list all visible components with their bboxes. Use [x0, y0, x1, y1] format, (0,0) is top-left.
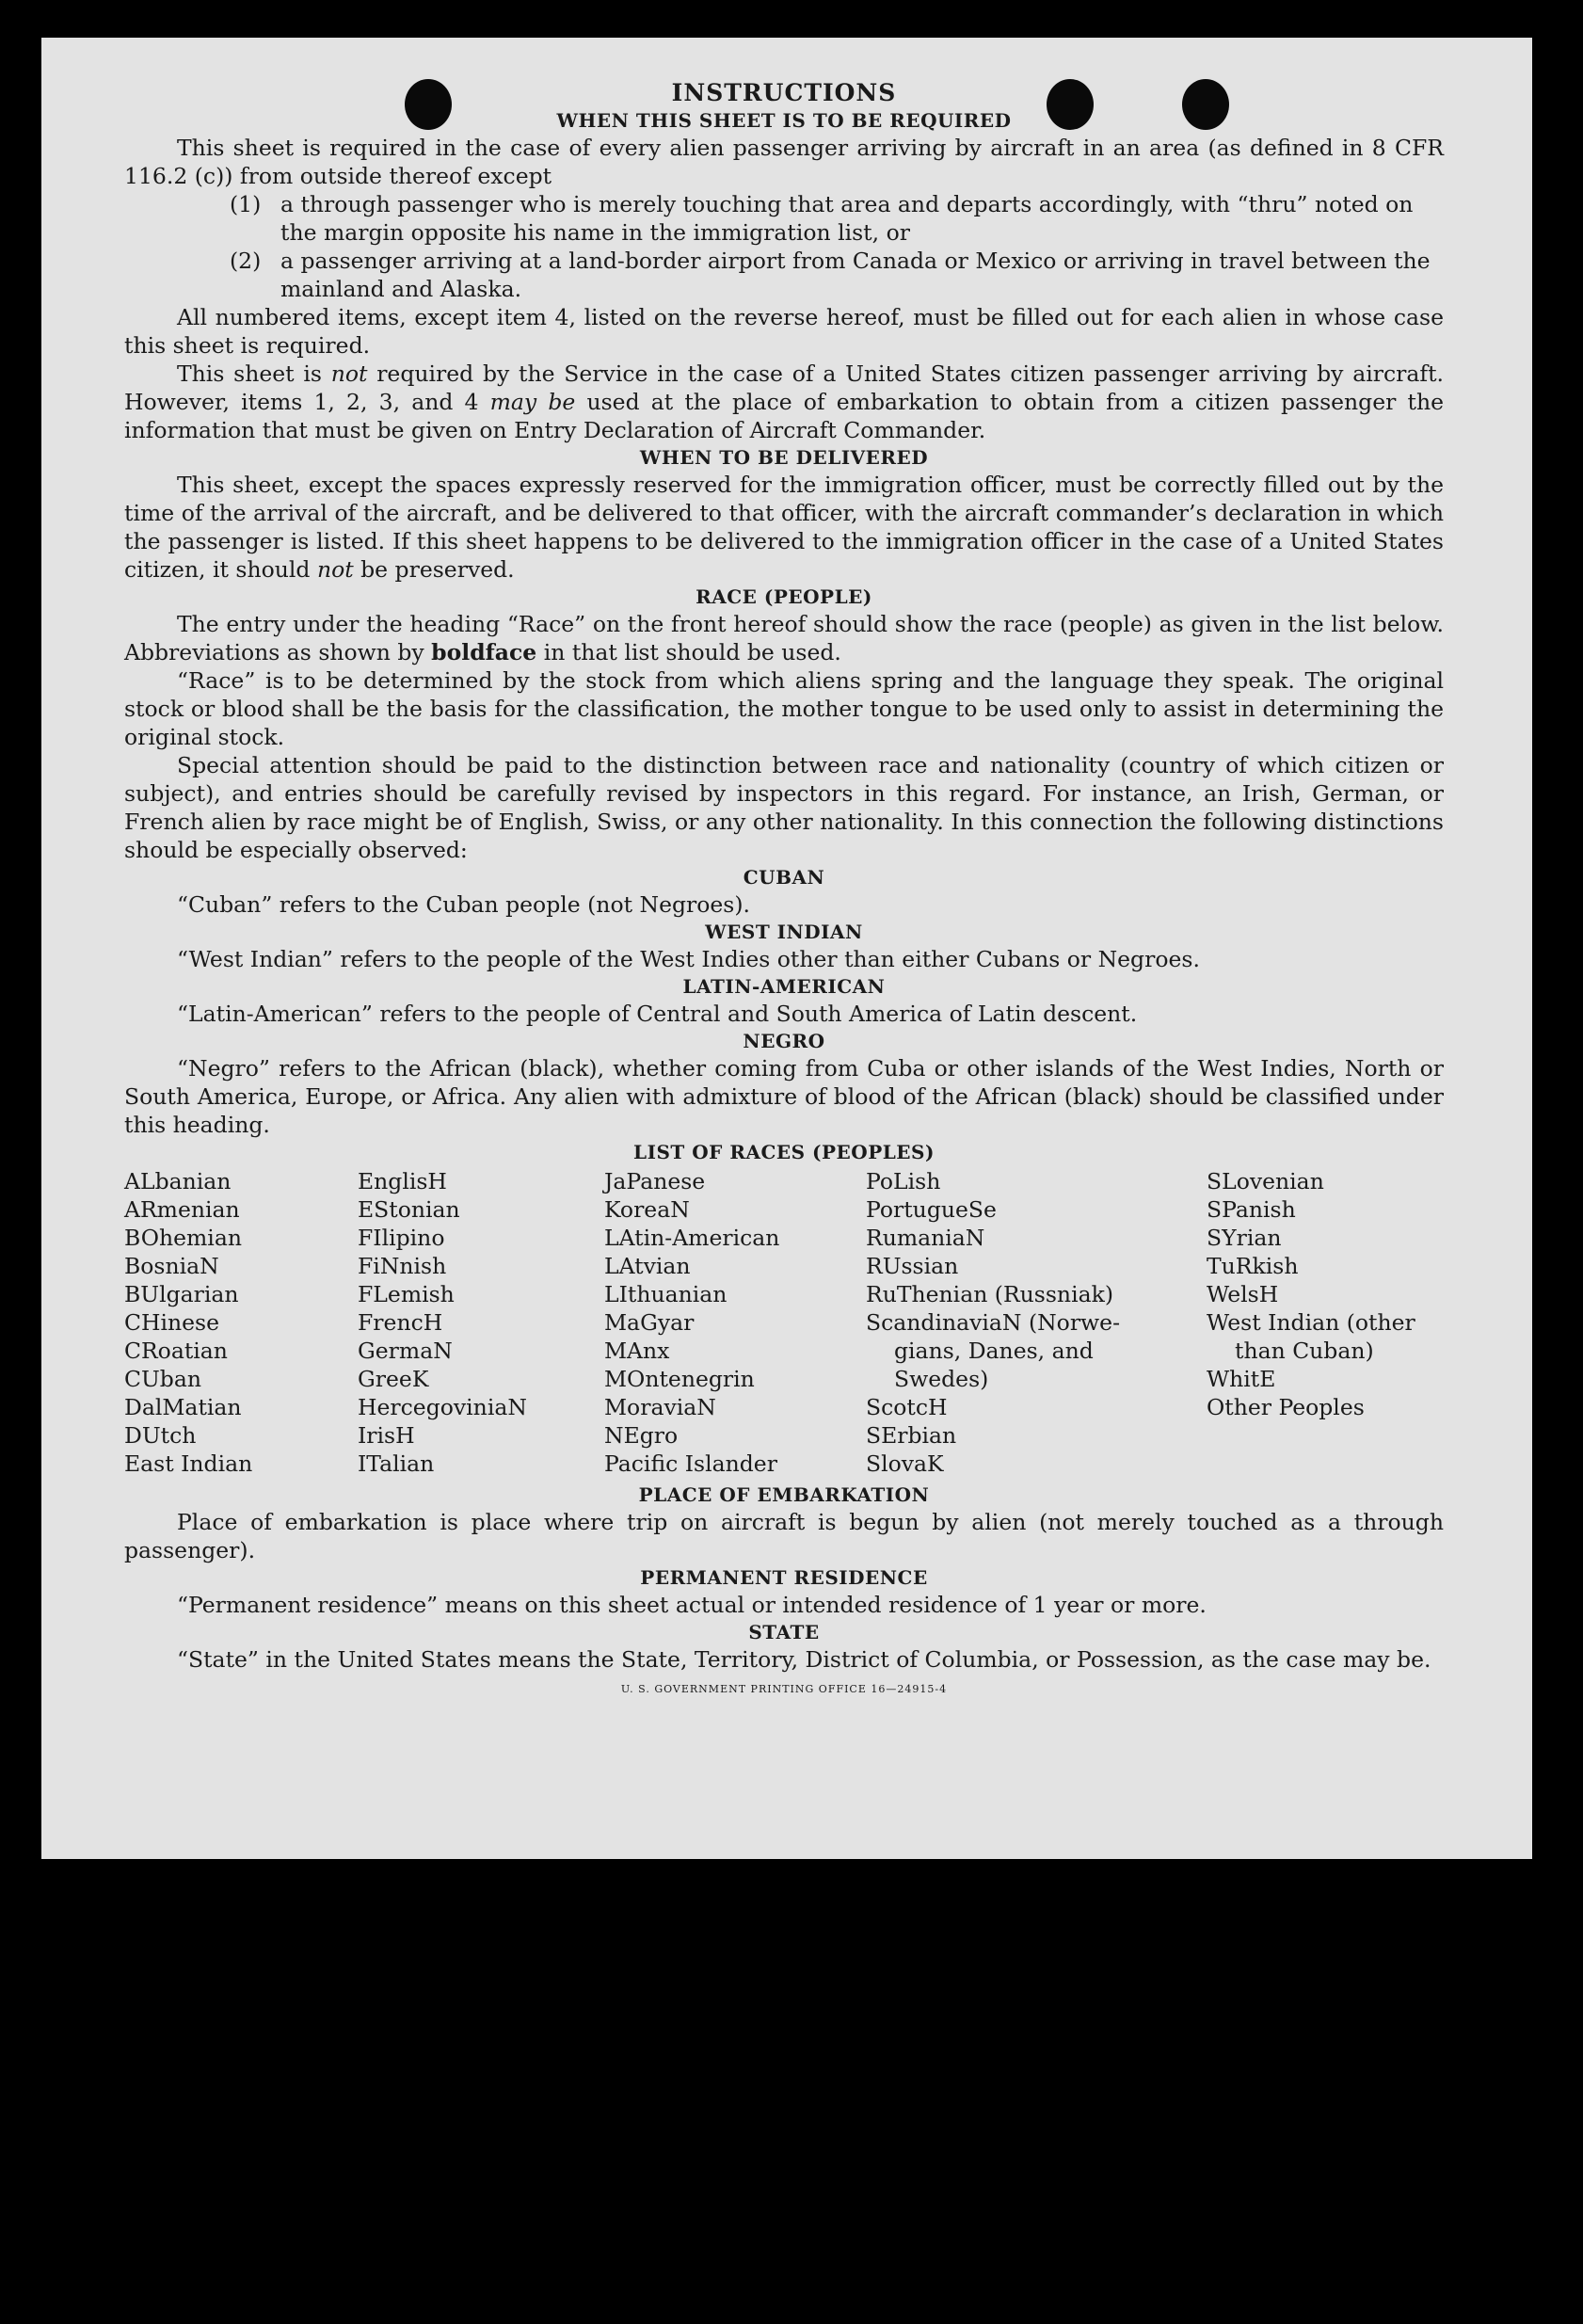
list-of-races — [124, 1167, 1444, 1478]
punch-hole — [405, 79, 452, 130]
race-entry: PortugueSe — [866, 1196, 997, 1223]
definition-negro: “Negro” refers to the African (black), whether coming from Cuba or other islands of the West Indies, North or South America, Europe, or Africa. Any alien with admixture of blood of the African (black) should be classified under this heading. — [124, 1055, 1444, 1138]
race-entry: JaPanese — [604, 1168, 706, 1194]
italic-not: not — [330, 361, 368, 387]
text-run: The entry under the heading “Race” on the front hereof should show the race (people) as given in the list below. Abbreviations as shown by — [124, 611, 1444, 665]
paragraph-required-intro: This sheet is required in the case of every alien passenger arriving by aircraft in an area (as defined in 8 CFR 116.2 (c)) from outside thereof except — [124, 135, 1444, 189]
race-column — [604, 1167, 866, 1478]
race-entry: HercegoviniaN — [358, 1394, 527, 1420]
race-entry: IrisH — [358, 1422, 415, 1449]
race-entry: CUban — [124, 1366, 201, 1392]
race-entry: CHinese — [124, 1309, 219, 1336]
heading-embarkation: PLACE OF EMBARKATION — [638, 1483, 930, 1506]
race-entry: GreeK — [358, 1366, 429, 1392]
punch-hole — [1182, 79, 1229, 130]
item-text: a passenger arriving at a land-border airport from Canada or Mexico or arriving in travel between the mainland and Alaska. — [280, 248, 1431, 302]
definition-embarkation: Place of embarkation is place where trip on aircraft is begun by alien (not merely touched as a through passenger). — [124, 1509, 1444, 1563]
race-column — [358, 1167, 604, 1478]
paragraph-numbered-items: All numbered items, except item 4, listed on the reverse hereof, must be filled out for each alien in whose case this sheet is required. — [124, 304, 1444, 359]
paragraph-race-nationality: Special attention should be paid to the distinction between race and nationality (country of which citizen or subject), and entries should be carefully revised by inspectors in this regard. For instance, an Irish, German, or French alien by race might be of English, Swiss, or any other nationality. In this connection the following distinctions should be especially observed: — [124, 752, 1444, 863]
race-column — [124, 1167, 358, 1478]
race-entry: NEgro — [604, 1422, 679, 1449]
race-entry: than Cuban) — [1235, 1338, 1374, 1364]
race-entry: DUtch — [124, 1422, 197, 1449]
paragraph-race-entry — [124, 610, 1444, 666]
heading-west-indian: WEST INDIAN — [705, 921, 863, 943]
race-entry: ALbanian — [124, 1168, 232, 1194]
race-entry: BUlgarian — [124, 1281, 239, 1307]
instruction-sheet — [41, 38, 1532, 1859]
race-entry: MAnx — [604, 1338, 670, 1364]
race-entry: gians, Danes, and — [894, 1338, 1094, 1364]
race-entry: ARmenian — [124, 1196, 240, 1223]
printer-imprint: U. S. GOVERNMENT PRINTING OFFICE 16—24915-4 — [620, 1683, 948, 1695]
race-entry: East Indian — [124, 1450, 253, 1477]
definition-cuban: “Cuban” refers to the Cuban people (not Negroes). — [177, 891, 751, 918]
text-run: in that list should be used. — [536, 639, 841, 665]
heading-latin-american: LATIN-AMERICAN — [682, 975, 886, 998]
punch-hole — [1047, 79, 1094, 130]
race-entry: FIlipino — [358, 1225, 445, 1251]
item-number: (2) — [230, 248, 262, 274]
heading-when-required: WHEN THIS SHEET IS TO BE REQUIRED — [556, 109, 1012, 132]
race-entry: EnglisH — [358, 1168, 447, 1194]
paragraph-race-stock: “Race” is to be determined by the stock from which aliens spring and the language they speak. The original stock or blood shall be the basis for the classification, the mother tongue to be used only to assist in determining the original stock. — [124, 667, 1444, 750]
race-entry: SYrian — [1207, 1225, 1282, 1251]
race-entry: RUssian — [866, 1253, 959, 1279]
race-entry: SlovaK — [866, 1450, 944, 1477]
race-entry: SErbian — [866, 1422, 957, 1449]
heading-negro: NEGRO — [743, 1030, 825, 1052]
race-entry: ITalian — [358, 1450, 435, 1477]
list-item — [230, 247, 1444, 303]
race-entry: FiNnish — [358, 1253, 447, 1279]
definition-latin-american: “Latin-American” refers to the people of Central and South America of Latin descent. — [177, 1001, 1138, 1027]
race-entry: LIthuanian — [604, 1281, 728, 1307]
definition-state: “State” in the United States means the State, Territory, District of Columbia, or Possession, as the case may be. — [177, 1646, 1431, 1673]
italic-not: not — [316, 556, 354, 583]
race-entry: LAtvian — [604, 1253, 691, 1279]
item-number: (1) — [230, 191, 262, 217]
race-column — [1207, 1167, 1442, 1478]
race-entry: EStonian — [358, 1196, 460, 1223]
race-entry: ScandinaviaN (Norwe- — [866, 1309, 1121, 1336]
bold-boldface: boldface — [431, 639, 537, 665]
heading-cuban: CUBAN — [743, 866, 825, 889]
text-run: be preserved. — [353, 556, 515, 583]
item-text: a through passenger who is merely touching that area and departs accordingly, with “thru” noted on the margin opposite his name in the immigration list, or — [280, 191, 1414, 246]
definition-west-indian: “West Indian” refers to the people of the West Indies other than either Cubans or Negroes. — [177, 946, 1200, 972]
race-entry: Swedes) — [894, 1366, 989, 1392]
race-entry: MoraviaN — [604, 1394, 716, 1420]
text-run: This sheet, except the spaces expressly reserved for the immigration officer, must be correctly filled out by the time of the arrival of the aircraft, and be delivered to that officer, with the aircraft commander’s declaration in which the passenger is listed. If this sheet happens to be delivered to the immigration officer in the case of a United States citizen, it should — [124, 472, 1444, 583]
race-column — [866, 1167, 1207, 1478]
race-entry: MaGyar — [604, 1309, 695, 1336]
race-entry: FrencH — [358, 1309, 443, 1336]
race-entry: WelsH — [1207, 1281, 1279, 1307]
heading-permanent-residence: PERMANENT RESIDENCE — [640, 1566, 928, 1589]
heading-race: RACE (PEOPLE) — [696, 585, 872, 608]
race-entry: TuRkish — [1207, 1253, 1299, 1279]
race-entry: Other Peoples — [1207, 1394, 1365, 1420]
page-title: INSTRUCTIONS — [671, 79, 897, 106]
heading-list-of-races: LIST OF RACES (PEOPLES) — [633, 1141, 935, 1163]
race-entry: Pacific Islander — [604, 1450, 777, 1477]
text-run: This sheet is — [177, 361, 331, 387]
heading-when-delivered: WHEN TO BE DELIVERED — [639, 446, 929, 469]
race-entry: RumaniaN — [866, 1225, 985, 1251]
race-entry: DalMatian — [124, 1394, 242, 1420]
italic-may-be: may be — [489, 389, 576, 415]
paragraph-citizen — [124, 360, 1444, 444]
race-entry: WhitE — [1207, 1366, 1276, 1392]
race-entry: SPanish — [1207, 1196, 1296, 1223]
race-entry: FLemish — [358, 1281, 455, 1307]
race-entry: PoLish — [866, 1168, 941, 1194]
race-entry: ScotcH — [866, 1394, 948, 1420]
race-entry: SLovenian — [1207, 1168, 1324, 1194]
race-entry: BOhemian — [124, 1225, 242, 1251]
race-entry: CRoatian — [124, 1338, 228, 1364]
race-entry: MOntenegrin — [604, 1366, 755, 1392]
paragraph-delivery — [124, 471, 1444, 584]
list-item — [230, 190, 1444, 247]
race-entry: West Indian (other — [1207, 1309, 1415, 1336]
race-entry: RuThenian (Russniak) — [866, 1281, 1113, 1307]
race-entry: GermaN — [358, 1338, 453, 1364]
heading-state: STATE — [748, 1621, 820, 1643]
definition-permanent-residence: “Permanent residence” means on this sheet actual or intended residence of 1 year or more. — [177, 1592, 1207, 1618]
text-run: used at the place of embarkation to obtain from a citizen passenger the information that must be given on Entry Declaration of Aircraft Commander. — [124, 389, 1445, 443]
race-entry: BosniaN — [124, 1253, 219, 1279]
race-entry: LAtin-American — [604, 1225, 780, 1251]
text-run: required by the Service in the case of a United States citizen passenger arriving by aircraft. However, items 1, 2, 3, and 4 — [124, 361, 1444, 415]
race-entry: KoreaN — [604, 1196, 690, 1223]
